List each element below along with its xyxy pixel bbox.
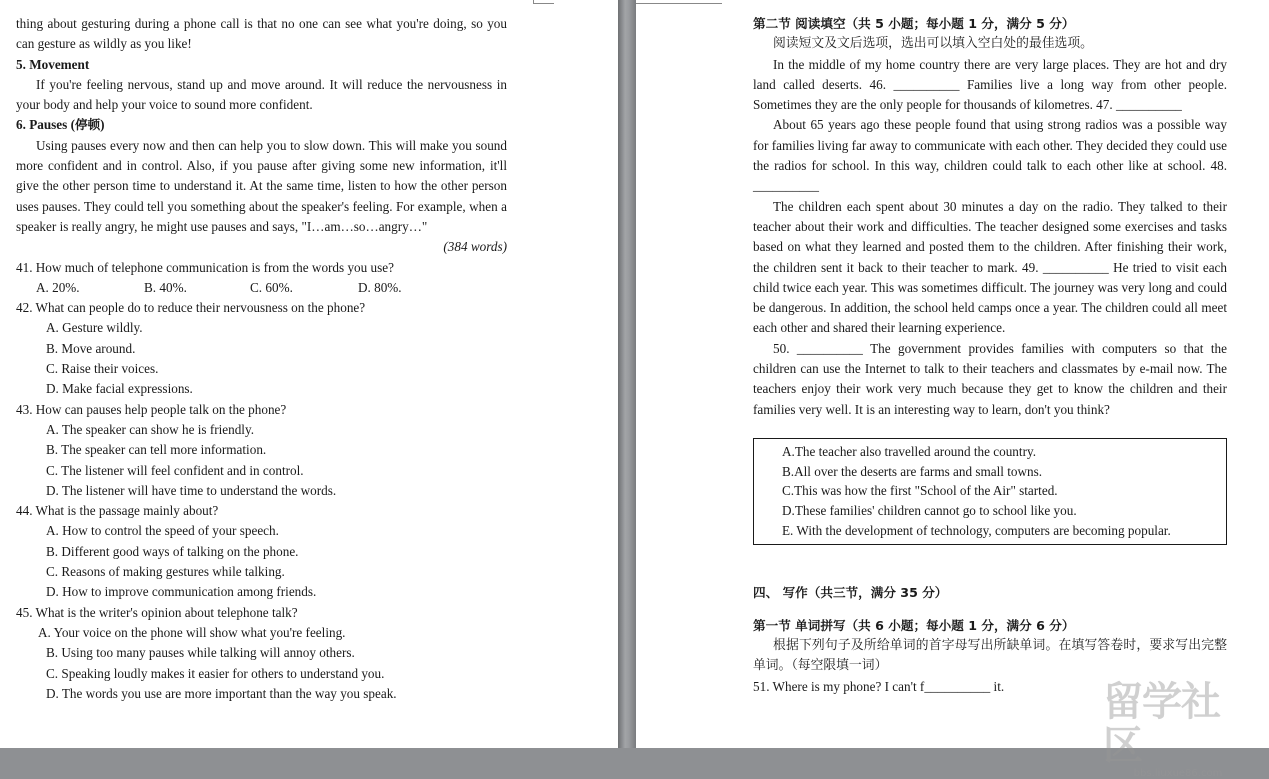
right-page xyxy=(636,0,1269,779)
section2-title: 第二节 阅读填空（共 5 小题；每小题 1 分，满分 5 分） xyxy=(753,16,1075,31)
box-option-b: B.All over the deserts are farms and small towns. xyxy=(782,463,1043,479)
box-option-d: D.These families' children cannot go to school like you. xyxy=(782,503,1077,519)
option-b: B. The speaker can tell more information. xyxy=(46,442,267,458)
right-column xyxy=(753,14,1227,697)
option-a: A. 20%. xyxy=(36,279,80,295)
page-gutter xyxy=(618,0,636,748)
word-count: (384 words) xyxy=(443,239,507,255)
question-stem: 41. How much of telephone communication is from the words you use? xyxy=(16,259,394,275)
watermark-url: bbs.liuxue86.com xyxy=(1133,768,1223,779)
pauses-heading-end: ) xyxy=(100,117,105,133)
passage-paragraph-3: The children each spent about 30 minutes a day on the radio. They talked to their teacher about their work and difficulties. The teacher designed some exercises and tasks based on what they learned and posted them to the children. After finishing their work, the children sent it back to their teacher to mark. 49. __________ He tried to visit each child twice each year. This was sometimes difficult. The journey was very long and could be dangerous. In addition, the school held camps once a year. The children could all meet each other and shared their learning experience. xyxy=(753,198,1227,336)
page-corner-mark xyxy=(636,0,722,4)
pauses-heading-en: 6. Pauses ( xyxy=(16,117,75,133)
question-stem: 45. What is the writer's opinion about telephone talk? xyxy=(16,604,298,620)
section1-title: 第一节 单词拼写（共 6 小题；每小题 1 分，满分 6 分） xyxy=(753,617,1075,633)
options-box xyxy=(753,438,1227,546)
intro-text: thing about gesturing during a phone call is that no one can see what you're doing, so you can gesture as wildly as you like! xyxy=(16,16,507,52)
option-b: B. Using too many pauses while talking will annoy others. xyxy=(46,645,355,661)
passage-paragraph-2: About 65 years ago these people found that using strong radios was a possible way for families living far away to communicate with each other. They decided they could use the radios for school. In this way, children could talk to each other like at school. 48. __________ xyxy=(753,117,1227,194)
section1-instruction: 根据下列句子及所给单词的首字母写出所缺单词。在填写答卷时，要求写出完整单词。（每空限填一词） xyxy=(753,638,1227,674)
question-44 xyxy=(16,501,507,602)
spacer xyxy=(753,545,1227,583)
question-stem: 42. What can people do to reduce their nervousness on the phone? xyxy=(16,300,366,316)
question-51: 51. Where is my phone? I can't f__________ it. xyxy=(753,678,1005,694)
passage-paragraph-1: In the middle of my home country there are very large places. They are hot and dry land called deserts. 46. __________ Families live a long way from other people. Sometimes they are the only people for thousands of kilometres. 47. __________ xyxy=(753,56,1227,113)
passage-paragraph-4: 50. __________ The government provides families with computers so that the children can use the Internet to talk to their teachers and classmates by e-mail now. The teachers enjoy their work very much because they get to know the children and their families very well. It is an interesting way to learn, don't you think? xyxy=(753,340,1227,417)
movement-heading: 5. Movement xyxy=(16,56,90,72)
page-corner-mark xyxy=(533,0,554,4)
option-b: B. Move around. xyxy=(46,340,136,356)
pauses-paragraph: Using pauses every now and then can help you to slow down. This will make you sound more confident and in control. Also, if you pause after giving some new information, it'll give the other person time to understand it. At the same time, listen to how the other person uses pauses. They could tell you something about the speaker's feeling. For example, when a speaker is really angry, he might use pauses and says, "I…am…so…angry…" xyxy=(16,137,507,234)
option-b: B. Different good ways of talking on the phone. xyxy=(46,543,299,559)
option-a: A. Your voice on the phone will show what you're feeling. xyxy=(38,624,346,640)
option-c: C. Reasons of making gestures while talking. xyxy=(46,564,285,580)
question-42 xyxy=(16,298,507,399)
pauses-heading-cn: 停顿 xyxy=(74,117,101,133)
question-41 xyxy=(16,258,507,299)
movement-paragraph: If you're feeling nervous, stand up and move around. It will reduce the nervousness in your body and help your voice to sound more confident. xyxy=(16,76,507,113)
option-c: C. Speaking loudly makes it easier for others to understand you. xyxy=(46,665,385,681)
box-option-c: C.This was how the first "School of the Air" started. xyxy=(782,483,1058,499)
option-b: B. 40%. xyxy=(144,279,187,295)
question-stem: 43. How can pauses help people talk on the phone? xyxy=(16,401,287,417)
option-d: D. 80%. xyxy=(358,279,402,295)
pauses-heading xyxy=(16,115,507,135)
part4-title: 四、 写作（共三节，满分 35 分） xyxy=(753,585,948,601)
watermark-logo-text: 留学社区 xyxy=(1103,679,1220,769)
option-a: A. How to control the speed of your speech. xyxy=(46,523,279,539)
box-option-e: E. With the development of technology, computers are becoming popular. xyxy=(782,522,1171,538)
option-d: D. The listener will have time to understand the words. xyxy=(46,482,337,498)
box-option-a: A.The teacher also travelled around the country. xyxy=(782,443,1036,459)
section2-instruction: 阅读短文及文后选项，选出可以填入空白处的最佳选项。 xyxy=(773,36,1093,52)
option-d: D. The words you use are more important than the way you speak. xyxy=(46,685,397,701)
left-column xyxy=(16,14,507,704)
option-a: A. Gesture wildly. xyxy=(46,320,143,336)
spacer xyxy=(753,604,1227,616)
left-page xyxy=(0,0,618,748)
option-c: C. The listener will feel confident and in control. xyxy=(46,462,304,478)
question-stem: 44. What is the passage mainly about? xyxy=(16,503,219,519)
option-a: A. The speaker can show he is friendly. xyxy=(46,421,255,437)
option-c: C. 60%. xyxy=(250,279,293,295)
site-watermark xyxy=(1103,679,1253,779)
option-d: D. Make facial expressions. xyxy=(46,381,193,397)
question-43 xyxy=(16,400,507,501)
option-d: D. How to improve communication among friends. xyxy=(46,584,317,600)
question-45 xyxy=(16,603,507,704)
options-row xyxy=(16,278,507,298)
option-c: C. Raise their voices. xyxy=(46,361,159,377)
